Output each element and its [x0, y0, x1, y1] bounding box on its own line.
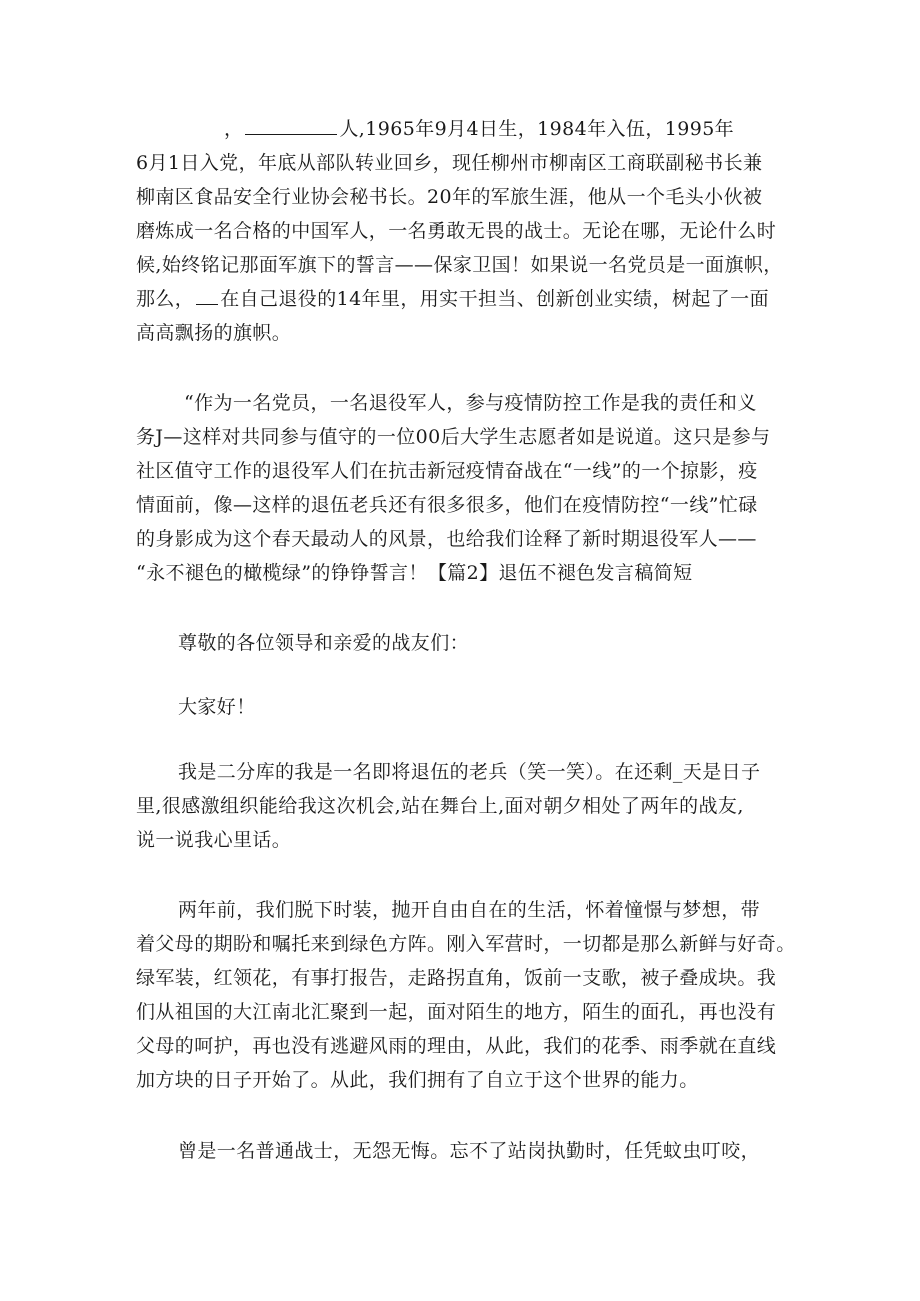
text-line: 里,很感激组织能给我这次机会,站在舞台上,面对朝夕相处了两年的战友, [136, 795, 744, 817]
text-line: 大家好！ [178, 696, 256, 718]
text-line: 情面前，像—这样的退伍老兵还有很多很多，他们在疫情防控“一线”忙碌 [136, 494, 758, 516]
text-fragment: 那么， [136, 288, 195, 310]
paragraph-7 [136, 1134, 786, 1168]
text-line: 6月1日入党，年底从部队转业回乡，现任柳州市柳南区工商联副秘书长兼 [136, 152, 763, 174]
text-line: 高高飘扬的旗帜。 [136, 322, 292, 344]
text-line: 们从祖国的大江南北汇聚到一起，面对陌生的地方，陌生的面孔，再也没有 [136, 1001, 777, 1023]
text-fragment: 在自己退役的14年里，用实干担当、创新创业实绩，树起了一面 [220, 288, 769, 310]
text-line: 说一说我心里话。 [136, 829, 292, 851]
text-line: 候,始终铭记那面军旗下的誓言——保家卫国！如果说一名党员是一面旗帜， [136, 254, 783, 276]
text-line [136, 282, 786, 316]
text-line: 尊敬的各位领导和亲爱的战友们： [178, 632, 470, 654]
text-line: 的身影成为这个春天最动人的风景，也给我们诠释了新时期退役军人—— [136, 528, 757, 550]
text-line: 绿军装，红领花，有事打报告，走路拐直角，饭前一支歌，被子叠成块。我 [136, 967, 777, 989]
paragraph-5 [136, 755, 786, 857]
text-line: 父母的呵护，再也没有逃避风雨的理由，从此，我们的花季、雨季就在直线 [136, 1035, 777, 1057]
text-line: 两年前，我们脱下时装，抛开自由自在的生活，怀着憧憬与梦想，带 [178, 899, 761, 921]
paragraph-1 [136, 112, 786, 350]
text-line [136, 112, 786, 146]
paragraph-3 [136, 626, 786, 660]
text-line: “永不褪色的橄榄绿”的铮铮誓言！【篇2】退伍不褪色发言稿简短 [136, 562, 693, 584]
text-line: 务J—这样对共同参与值守的一位00后大学生志愿者如是说道。这只是参与 [136, 426, 771, 448]
text-line: 社区值守工作的退役军人们在抗击新冠疫情奋战在“一线”的一个掠影，疫 [136, 460, 758, 482]
fill-blank [245, 116, 337, 135]
text-line: 加方块的日子开始了。从此，我们拥有了自立于这个世界的能力。 [136, 1069, 699, 1091]
text-fragment: ， [224, 118, 244, 140]
fill-blank [196, 286, 218, 305]
text-line: 柳南区食品安全行业协会秘书长。20年的军旅生涯，他从一个毛头小伙被 [136, 186, 763, 208]
paragraph-4 [136, 690, 786, 724]
text-line: 着父母的期盼和嘱托来到绿色方阵。刚入军营时，一切都是那么新鲜与好奇。 [136, 933, 796, 955]
paragraph-2 [136, 386, 786, 590]
text-fragment: 人,1965年9月4日生，1984年入伍，1995年 [339, 118, 735, 140]
text-line: 我是二分库的我是一名即将退伍的老兵（笑一笑）。在还剩_天是日子 [178, 761, 761, 783]
paragraph-6 [136, 893, 796, 1097]
text-line: “作为一名党员，一名退役军人，参与疫情防控工作是我的责任和义 [184, 392, 757, 414]
text-line: 磨炼成一名合格的中国军人，一名勇敢无畏的战士。无论在哪，无论什么时 [136, 220, 777, 242]
text-line: 曾是一名普通战士，无怨无悔。忘不了站岗执勤时，任凭蚊虫叮咬， [178, 1140, 761, 1162]
